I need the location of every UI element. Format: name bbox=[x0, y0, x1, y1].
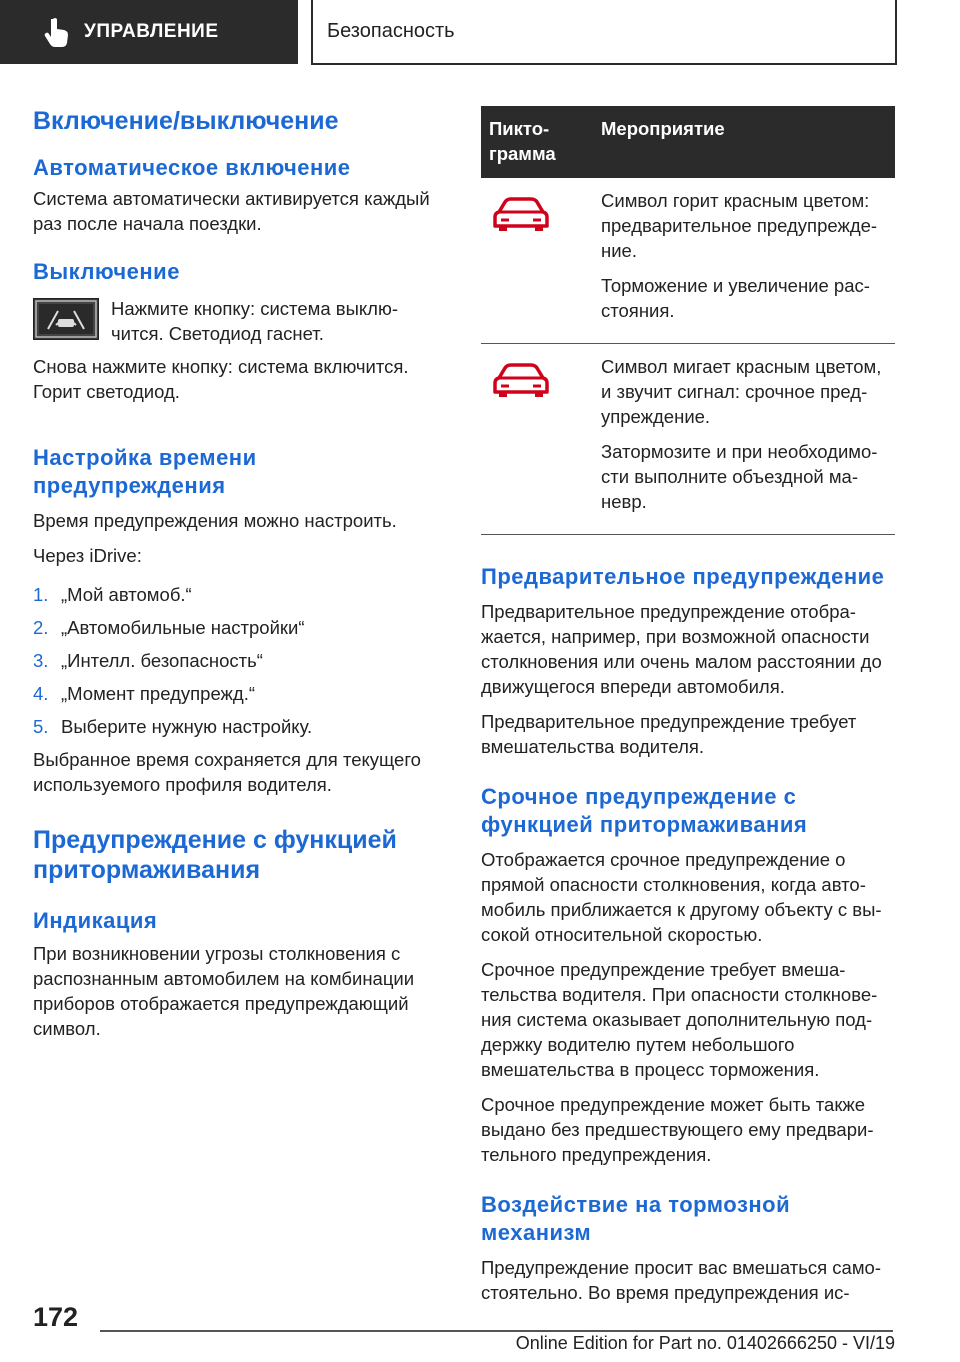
text-preliminary-2: Предварительное предупреждение требует вмешательства водителя. bbox=[481, 711, 857, 757]
text-indication: При возникновении угрозы столкновения с распознанным автомобилем на комбинации приборов отображается предупреждающий символ. bbox=[33, 943, 415, 1039]
page-number: 172 bbox=[33, 1302, 79, 1332]
text-time-setting: Время предупреждения можно настроить. bbox=[33, 510, 397, 531]
symbol-table bbox=[481, 106, 895, 535]
heading-on-off: Включение/выключение bbox=[33, 107, 339, 135]
collision-warning-button-icon bbox=[33, 298, 99, 340]
footer-divider bbox=[100, 1330, 893, 1332]
steps-list bbox=[33, 582, 443, 739]
text-urgent-3: Срочное предупреждение может быть также выдано без предшествующего ему предвари-тельного предупреждения. bbox=[481, 1094, 874, 1165]
car-warning-icon bbox=[491, 194, 551, 234]
chapter-title: УПРАВЛЕНИЕ bbox=[84, 21, 219, 42]
column-header-pictogram: Пикто-грамма bbox=[481, 106, 593, 178]
pointing-hand-icon bbox=[44, 17, 70, 47]
row-text-secondary: Торможение и увеличение рас-стояния. bbox=[601, 275, 870, 321]
row-text-primary: Символ мигает красным цветом, и звучит сигнал: срочное пред-упреждение. bbox=[601, 356, 882, 427]
text-urgent-1: Отображается срочное предупреждение о прямой опасности столкновения, когда авто-мобиль приближается к другому объекту с вы-сокой относительной скоростью. bbox=[481, 849, 882, 945]
edition-note: Online Edition for Part no. 01402666250 - VI/19 bbox=[515, 1333, 895, 1353]
text-preliminary-1: Предварительное предупреждение отобра-жается, например, при возможной опасности столкновения или очень малом расстоянии до движущегося впереди автомобиля. bbox=[481, 601, 882, 697]
text-auto-on: Система автоматически активируется каждый раз после начала поездки. bbox=[33, 188, 430, 234]
list-item: 5. Выберите нужную настройку. bbox=[33, 716, 313, 737]
heading-preliminary-warning: Предварительное предупреждение bbox=[481, 564, 885, 589]
row-text-secondary: Затормозите и при необходимо-сти выполните объездной ма-невр. bbox=[601, 441, 878, 512]
button-row bbox=[33, 296, 443, 346]
text-off-again: Снова нажмите кнопку: система включится. Горит светодиод. bbox=[33, 356, 409, 402]
right-column bbox=[481, 103, 895, 1315]
text-idrive: Через iDrive: bbox=[33, 545, 142, 566]
car-warning-icon bbox=[491, 360, 551, 400]
list-item: 1. „Мой автомоб.“ bbox=[33, 584, 192, 605]
chapter-tab[interactable] bbox=[0, 0, 298, 64]
table-header-row bbox=[481, 106, 895, 178]
list-item: 4. „Момент предупрежд.“ bbox=[33, 683, 255, 704]
list-item: 3. „Интелл. безопасность“ bbox=[33, 650, 263, 671]
section-title: Безопасность bbox=[327, 20, 455, 42]
heading-off: Выключение bbox=[33, 259, 180, 284]
text-brake-effect: Предупреждение просит вас вмешаться само-стоятельно. Во время предупреждения ис- bbox=[481, 1257, 882, 1303]
heading-brake-effect: Воздействие на тормозной механизм bbox=[481, 1192, 791, 1245]
text-urgent-2: Срочное предупреждение требует вмеша-тельства водителя. При опасности столкнове-ния система оказывает дополнительную под-держку водителю путем небольшого вмешательства в процесс торможения. bbox=[481, 959, 878, 1080]
section-tab[interactable] bbox=[311, 0, 897, 65]
heading-time-setting: Настройка времени предупреждения bbox=[33, 445, 257, 498]
heading-braking-warning: Предупреждение с функцией притормаживания bbox=[33, 826, 397, 884]
text-off-button: Нажмите кнопку: система выклю-чится. Светодиод гаснет. bbox=[111, 298, 399, 344]
page-header bbox=[0, 0, 960, 66]
list-item: 2. „Автомобильные настройки“ bbox=[33, 617, 305, 638]
left-column bbox=[33, 100, 443, 1051]
table-row bbox=[481, 178, 895, 344]
table-row bbox=[481, 344, 895, 535]
heading-indication: Индикация bbox=[33, 908, 158, 933]
row-text-primary: Символ горит красным цветом: предварительное предупрежде-ние. bbox=[601, 190, 878, 261]
heading-auto-on: Автоматическое включение bbox=[33, 155, 351, 180]
heading-urgent-warning: Срочное предупреждение с функцией притормаживания bbox=[481, 784, 808, 837]
text-saved-profile: Выбранное время сохраняется для текущего используемого профиля водителя. bbox=[33, 749, 421, 795]
column-header-action: Мероприятие bbox=[593, 106, 895, 178]
